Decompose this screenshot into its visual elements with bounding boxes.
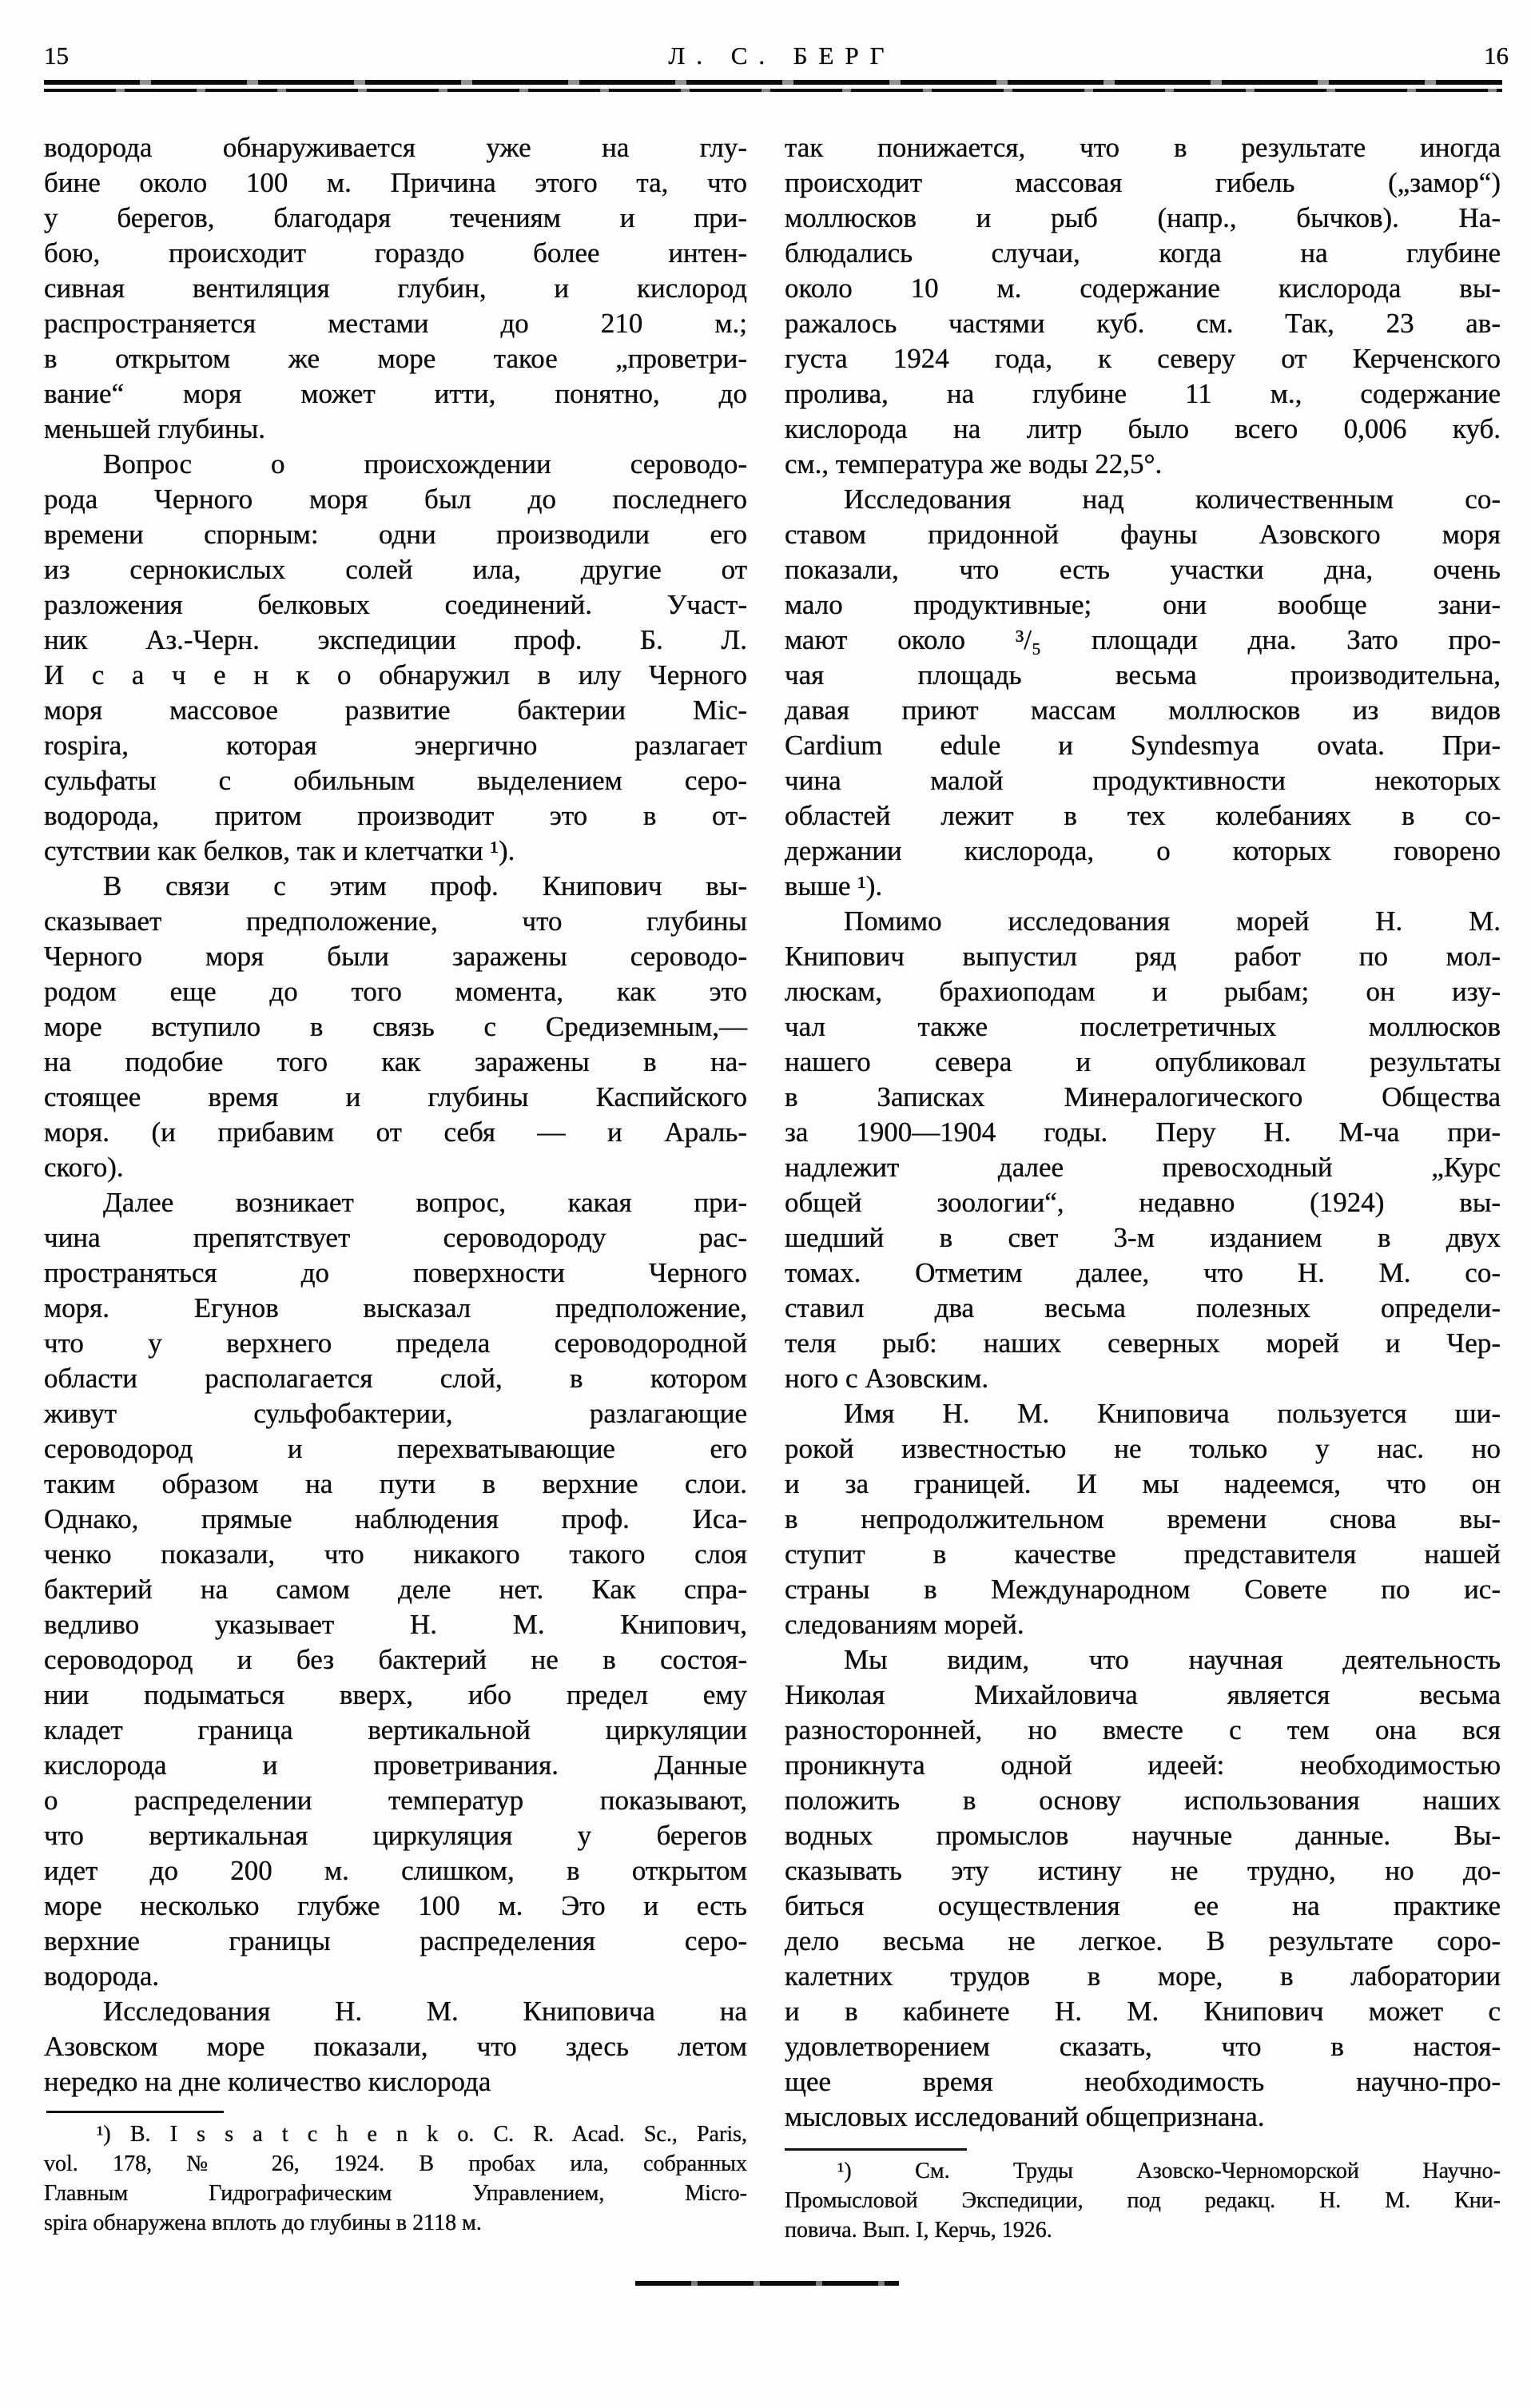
text-line: rospira, которая энергично разлагает — [44, 730, 747, 761]
text-line: так понижается, что в результате иногда — [785, 132, 1501, 163]
text-line: нашего севера и опубликовал результаты — [785, 1046, 1501, 1077]
page-number-right: 16 — [1484, 42, 1509, 70]
left-footnote-separator — [46, 2111, 224, 2113]
text-line: мысловых исследований общепризнана. — [785, 2101, 1265, 2132]
text-line: давая приют массам моллюсков из видов — [785, 695, 1501, 726]
text-line: что вертикальная циркуляция у берегов — [44, 1820, 747, 1851]
text-line: Далее возникает вопрос, какая при- — [103, 1187, 747, 1218]
text-line: ведливо указывает Н. М. Книпович, — [44, 1609, 747, 1640]
text-line: моря. (и прибавим от себя — и Араль- — [44, 1116, 747, 1148]
text-line: Помимо исследования морей Н. М. — [844, 905, 1501, 937]
text-line: ступит в качестве представителя нашей — [785, 1538, 1501, 1570]
text-line: о распределении температур показывают, — [44, 1785, 747, 1816]
text-line: таким образом на пути в верхние слои. — [44, 1468, 747, 1499]
text-line: верхние границы распределения серо- — [44, 1925, 747, 1956]
text-line: кислорода и проветривания. Данные — [44, 1749, 747, 1781]
text-line: Имя Н. М. Книповича пользуется ши- — [844, 1398, 1501, 1429]
text-line: моря. Егунов высказал предположение, — [44, 1292, 747, 1323]
text-line: чал также послетретичных моллюсков — [785, 1011, 1501, 1042]
footnote-paragraph — [785, 2156, 1501, 2245]
text-line: следованиям морей. — [785, 1609, 1024, 1640]
text-line: ражалось частями куб. см. Так, 23 ав- — [785, 308, 1501, 339]
text-line: Азовском море показали, что здесь летом — [44, 2031, 747, 2062]
text-line: блюдались случаи, когда на глубине — [785, 237, 1501, 269]
text-line: кислорода на литр было всего 0,006 куб. — [785, 413, 1501, 444]
text-line: мают около ³/₅ площади дна. Зато про- — [785, 624, 1501, 655]
running-head — [44, 42, 1509, 74]
text-line: бою, происходит гораздо более интен- — [44, 237, 747, 269]
text-line: Исследования над количественным со- — [844, 484, 1501, 515]
left-footnote — [44, 2119, 747, 2238]
text-line: бине около 100 м. Причина этого та, что — [44, 167, 747, 198]
text-line: времени спорным: одни производили его — [44, 519, 747, 550]
text-line: биться осуществления ее на практике — [785, 1890, 1501, 1921]
paragraph — [44, 1994, 747, 2100]
text-line: ного с Азовским. — [785, 1363, 989, 1394]
text-line: чая площадь весьма производительна, — [785, 659, 1501, 691]
text-line: Мы видим, что научная деятельность — [844, 1644, 1501, 1675]
text-line: рода Черного моря был до последнего — [44, 484, 747, 515]
text-line: ченко показали, что никакого такого слоя — [44, 1538, 747, 1570]
text-line: разложения белковых соединений. Участ- — [44, 589, 747, 620]
text-line: ставил два весьма полезных определи- — [785, 1292, 1501, 1323]
paragraph — [785, 482, 1501, 904]
text-line: пролива, на глубине 11 м., содержание — [785, 378, 1501, 409]
text-line: выше ¹). — [785, 870, 883, 902]
paragraph — [785, 904, 1501, 1396]
text-line: шедший в свет 3-м изданием в двух — [785, 1222, 1501, 1253]
text-line: около 10 м. содержание кислорода вы- — [785, 273, 1501, 304]
text-line: нии подыматься вверх, ибо предел ему — [44, 1679, 747, 1710]
text-line: держании кислорода, о которых говорено — [785, 835, 1501, 866]
text-line: томах. Отметим далее, что Н. М. со- — [785, 1257, 1501, 1288]
text-line: Промысловой Экспедиции, под редакц. Н. М. Кни- — [785, 2188, 1501, 2213]
text-line: vol. 178, № 26, 1924. В пробах ила, собранных — [44, 2151, 747, 2176]
paragraph — [785, 1396, 1501, 1642]
text-line: сивная вентиляция глубин, и кислород — [44, 273, 747, 304]
left-column-body — [44, 130, 747, 2100]
text-line: из сернокислых солей ила, другие от — [44, 554, 747, 585]
text-line: проникнута одной идеей: необходимостью — [785, 1749, 1501, 1781]
text-line: В связи с этим проф. Книпович вы- — [103, 870, 747, 902]
text-line: море несколько глубже 100 м. Это и есть — [44, 1890, 747, 1921]
text-line: сероводород и без бактерий не в состоя- — [44, 1644, 747, 1675]
text-line: теля рыб: наших северных морей и Чер- — [785, 1327, 1501, 1359]
text-line: ¹) См. Труды Азовско-Черноморской Научно- — [837, 2159, 1501, 2183]
text-line: на подобие того как заражены в на- — [44, 1046, 747, 1077]
paragraph — [44, 130, 747, 447]
text-line: Книпович выпустил ряд работ по мол- — [785, 941, 1501, 972]
text-line: мало продуктивные; они вообще зани- — [785, 589, 1501, 620]
right-column-body — [785, 130, 1501, 2135]
text-line: море вступило в связь с Средиземным,— — [44, 1011, 747, 1042]
text-line: повича. Вып. I, Керчь, 1926. — [785, 2218, 1052, 2243]
text-line: в непродолжительном времени снова вы- — [785, 1503, 1501, 1534]
text-line: водорода, притом производит это в от- — [44, 800, 747, 831]
text-line: водных промыслов научные данные. Вы- — [785, 1820, 1501, 1851]
text-line: ставом придонной фауны Азовского моря — [785, 519, 1501, 550]
text-line: ¹) B. I s s a t c h e n k o. C. R. Acad. Sc., Paris, — [97, 2122, 747, 2147]
rule-bar-bottom — [44, 89, 1502, 92]
text-line: Исследования Н. М. Книповича на — [103, 1996, 747, 2027]
text-line: ник Аз.-Черн. экспедиции проф. Б. Л. — [44, 624, 747, 655]
text-line: надлежит далее превосходный „Курс — [785, 1152, 1501, 1183]
text-line: люскам, брахиоподам и рыбам; он изу- — [785, 976, 1501, 1007]
text-line: удовлетворением сказать, что в настоя- — [785, 2031, 1501, 2062]
paragraph — [44, 869, 747, 1185]
text-line: областей лежит в тех колебаниях в со- — [785, 800, 1501, 831]
text-line: показали, что есть участки дна, очень — [785, 554, 1501, 585]
text-line: ского). — [44, 1152, 124, 1183]
right-footnote-separator — [785, 2148, 967, 2151]
text-line: сутствии как белков, так и клетчатки ¹). — [44, 835, 515, 866]
text-line: кладет граница вертикальной циркуляции — [44, 1714, 747, 1745]
text-line: в Записках Минералогического Общества — [785, 1081, 1501, 1112]
text-line: что у верхнего предела сероводородной — [44, 1327, 747, 1359]
text-line: и за границей. И мы надеемся, что он — [785, 1468, 1501, 1499]
text-line: распространяется местами до 210 м.; — [44, 308, 747, 339]
text-line: моря массовое развитие бактерии Mic- — [44, 695, 747, 726]
text-line: стоящее время и глубины Каспийского — [44, 1081, 747, 1112]
paragraph — [785, 1642, 1501, 2135]
text-line: Однако, прямые наблюдения проф. Иса- — [44, 1503, 747, 1534]
text-line: см., температура же воды 22,5°. — [785, 448, 1163, 480]
text-line: положить в основу использования наших — [785, 1785, 1501, 1816]
text-line: калетних трудов в море, в лаборатории — [785, 1960, 1501, 1992]
text-line: Вопрос о происхождении сероводо- — [103, 448, 747, 480]
text-line: моллюсков и рыб (напр., бычков). На- — [785, 202, 1501, 233]
text-line: Черного моря были заражены сероводо- — [44, 941, 747, 972]
text-line: страны в Международном Совете по ис- — [785, 1574, 1501, 1605]
text-line: происходит массовая гибель („замор“) — [785, 167, 1501, 198]
text-line: идет до 200 м. слишком, в открытом — [44, 1855, 747, 1886]
text-line: сульфаты с обильным выделением серо- — [44, 765, 747, 796]
page-number-left: 15 — [44, 42, 69, 70]
text-line: области располагается слой, в котором — [44, 1363, 747, 1394]
text-line: Главным Гидрографическим Управлением, Micro- — [44, 2181, 747, 2206]
text-line: родом еще до того момента, как это — [44, 976, 747, 1007]
text-line: сказывать эту истину не трудно, но до- — [785, 1855, 1501, 1886]
text-line: вание“ моря может итти, понятно, до — [44, 378, 747, 409]
text-line: Николая Михайловича является весьма — [785, 1679, 1501, 1710]
text-line: у берегов, благодаря течениям и при- — [44, 202, 747, 233]
footnote-paragraph — [44, 2119, 747, 2238]
text-line: сероводород и перехватывающие его — [44, 1433, 747, 1464]
text-line: за 1900—1904 годы. Перу Н. М-ча при- — [785, 1116, 1501, 1148]
text-line: густа 1924 года, к северу от Керченского — [785, 343, 1501, 374]
text-line: нередко на дне количество кислорода — [44, 2066, 491, 2097]
text-line: живут сульфобактерии, разлагающие — [44, 1398, 747, 1429]
end-of-article-rule — [635, 2281, 899, 2286]
paragraph — [44, 1185, 747, 1994]
text-line: spira обнаружена вплоть до глубины в 2118 м. — [44, 2211, 482, 2235]
text-line: рокой известностью не только у нас. но — [785, 1433, 1501, 1464]
text-line: водорода. — [44, 1960, 160, 1992]
text-line: сказывает предположение, что глубины — [44, 905, 747, 937]
text-line: чина препятствует сероводороду рас- — [44, 1222, 747, 1253]
header-double-rule — [44, 80, 1502, 92]
text-line: меньшей глубины. — [44, 413, 265, 444]
text-line: и в кабинете Н. М. Книпович может с — [785, 1996, 1501, 2027]
text-line: Cardium edule и Syndesmya ovata. При- — [785, 730, 1501, 761]
text-line: дело весьма не легкое. В результате соро- — [785, 1925, 1501, 1956]
text-line: в открытом же море такое „проветри- — [44, 343, 747, 374]
text-line: бактерий на самом деле нет. Как спра- — [44, 1574, 747, 1605]
text-line: чина малой продуктивности некоторых — [785, 765, 1501, 796]
right-footnote — [785, 2156, 1501, 2245]
running-title: Л. С. БЕРГ — [668, 42, 896, 70]
paragraph — [785, 130, 1501, 482]
text-line: И с а ч е н к о обнаружил в илу Черного — [44, 659, 747, 691]
text-line: общей зоологии“, недавно (1924) вы- — [785, 1187, 1501, 1218]
text-line: пространяться до поверхности Черного — [44, 1257, 747, 1288]
text-line: разносторонней, но вместе с тем она вся — [785, 1714, 1501, 1745]
paragraph — [44, 447, 747, 869]
text-line: водорода обнаруживается уже на глу- — [44, 132, 747, 163]
text-line: щее время необходимость научно-про- — [785, 2066, 1501, 2097]
